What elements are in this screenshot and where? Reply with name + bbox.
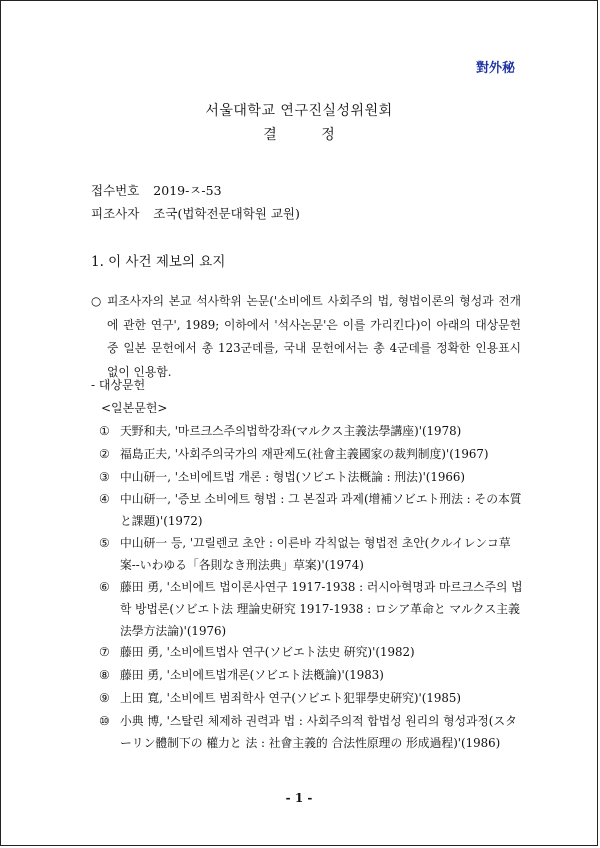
case-number-row xyxy=(91,181,222,199)
reference-item xyxy=(99,420,523,442)
reference-number: ⑥ xyxy=(99,580,110,594)
reference-number: ⑤ xyxy=(99,536,110,550)
reference-number: ① xyxy=(99,424,110,438)
reference-text: 藤田 勇, '소비에트 법이론사연구 1917-1938 : 러시아혁명과 마르크스주의 법학 방법론(ソビエト法 理論史研究 1917-1938 : ロシア革命と マルクス主義 法學方法論)'(1976) xyxy=(120,580,523,638)
reference-number: ⑩ xyxy=(99,714,110,728)
reference-text: 藤田 勇, '소비에트법사 연구(ソビエト法史 硏究)'(1982) xyxy=(120,645,415,659)
subject-value: 조국(법학전문대학원 교원) xyxy=(153,206,300,221)
reference-item xyxy=(99,664,523,686)
reference-text: 小典 博, '스탈린 체제하 권력과 법 : 사회주의적 합법성 원리의 형성과정(スターリン體制下の 權力と 法 : 社會主義的 合法性原理の 形成過程)'(1986) xyxy=(120,714,517,750)
allegation-paragraph xyxy=(91,290,521,384)
reference-text: 上田 寬, '소비에트 범죄학사 연구(ソビエト犯罪學史硏究)'(1985) xyxy=(120,691,461,705)
reference-item xyxy=(99,532,523,576)
target-documents-label: - 대상문헌 xyxy=(91,378,146,392)
reference-item xyxy=(99,488,523,532)
reference-text: 福島正夫, '사회주의국가의 재판제도(社會主義國家の裁判制度)'(1967) xyxy=(120,447,489,461)
allegation-text: 피조사자의 본교 석사학위 논문('소비에트 사회주의 법, 형법이론의 형성과 전개에 관한 연구', 1989; 이하에서 '석사논문'은 이를 가리킨다)이 아래의 대상문헌 중 일본 문헌에서 총 123군데를, 국내 문헌에서는 총 4군데를 정확한 인용표시 없이 인용함. xyxy=(107,294,521,379)
page-number: - 1 - xyxy=(285,791,313,805)
reference-text: 中山研一, '증보 소비에트 형법 : 그 본질과 과제(增補ソビエト刑法 : その本質と課題)'(1972) xyxy=(120,492,522,528)
reference-number: ⑨ xyxy=(99,691,110,705)
reference-text: 藤田 勇, '소비에트법개론(ソビエト法槪論)'(1983) xyxy=(120,668,384,682)
reference-number: ⑦ xyxy=(99,645,110,659)
case-number-label: 접수번호 xyxy=(91,183,140,198)
reference-item xyxy=(99,687,523,709)
reference-number: ② xyxy=(99,447,110,461)
bullet-mark: ○ xyxy=(91,294,102,308)
reference-item xyxy=(99,443,523,465)
committee-title: 서울대학교 연구진실성위원회 xyxy=(205,103,393,119)
decision-title: 결 정 xyxy=(263,127,355,143)
reference-item xyxy=(99,466,523,488)
japanese-documents-label: <일본문헌> xyxy=(101,401,168,415)
reference-item xyxy=(99,710,523,754)
reference-text: 中山研一, '소비에트법 개론 : 형법(ソビエト法概論 : 刑法)'(1966) xyxy=(120,470,466,484)
subject-label: 피조사자 xyxy=(91,206,140,221)
subject-row xyxy=(91,204,300,222)
reference-item xyxy=(99,641,523,663)
reference-number: ⑧ xyxy=(99,668,110,682)
reference-number: ③ xyxy=(99,470,110,484)
section-heading: 1. 이 사건 제보의 요지 xyxy=(91,254,226,270)
reference-text: 中山研一 등, '끄릴렌코 초안 : 이른바 각칙없는 형법전 초안(クルイレンコ草案--いわゆる「各則なき刑法典」草案)'(1974) xyxy=(120,536,511,572)
reference-number: ④ xyxy=(99,492,110,506)
reference-text: 天野和夫, '마르크스주의법학강좌(マルクス主義法學講座)'(1978) xyxy=(120,424,462,438)
classification-label: 對外秘 xyxy=(475,61,515,76)
case-number-value: 2019-ㅈ-53 xyxy=(153,183,222,198)
reference-item xyxy=(99,576,523,642)
